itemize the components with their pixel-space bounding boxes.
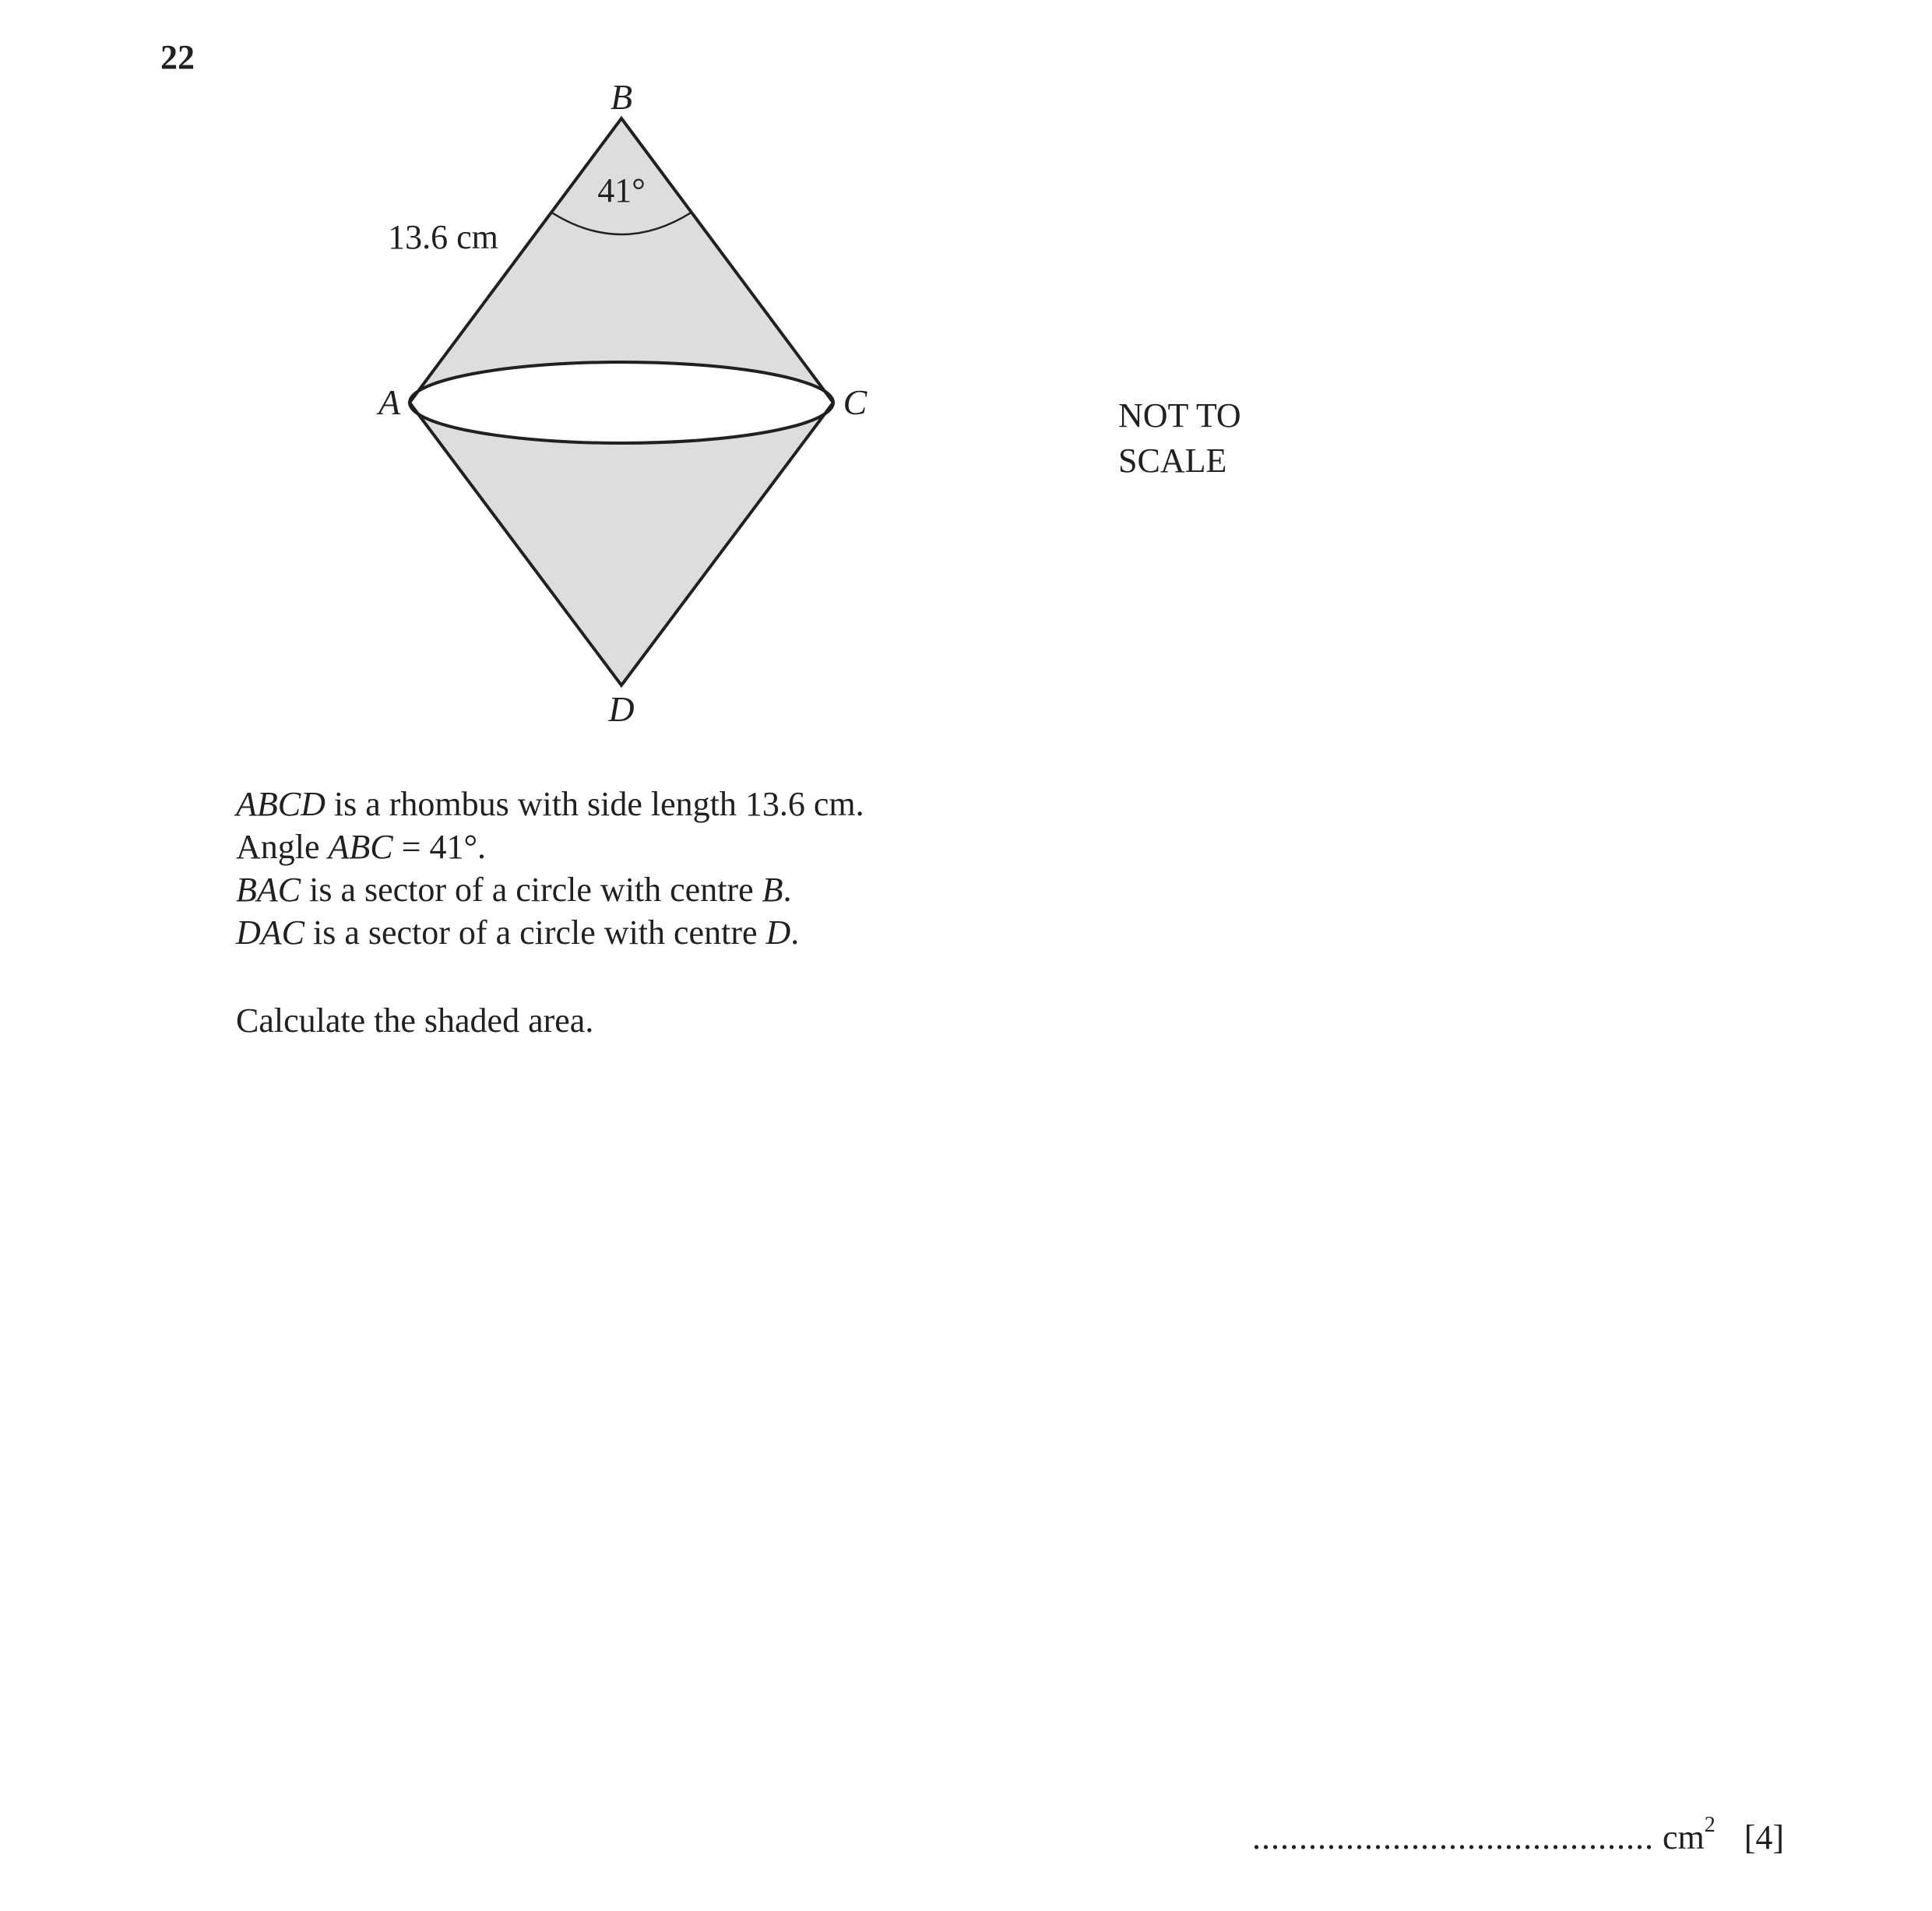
statement-text: Angle	[236, 828, 329, 866]
vertex-label-d: D	[608, 689, 635, 729]
statement-text: is a sector of a circle with centre	[304, 913, 766, 952]
statement-term: ABC	[328, 828, 393, 866]
answer-unit: cm	[1663, 1818, 1705, 1856]
statement-term: DAC	[236, 913, 304, 952]
statement-term: B	[762, 871, 783, 909]
statement-text: .	[790, 913, 800, 952]
task-instruction: Calculate the shaded area.	[236, 1001, 594, 1040]
sector-ellipse	[410, 362, 833, 443]
question-number: 22	[160, 38, 195, 76]
statement-term: BAC	[236, 871, 301, 909]
answer-unit-power: 2	[1704, 1813, 1716, 1838]
answer-dots[interactable]: ...........................................	[1252, 1818, 1654, 1856]
statement-line-4	[236, 911, 864, 954]
statement-text: is a rhombus with side length 13.6 cm.	[325, 785, 864, 823]
statement-term: ABCD	[236, 785, 326, 823]
note-line-2: SCALE	[1118, 442, 1227, 480]
side-length-label: 13.6 cm	[388, 218, 498, 256]
question-statement	[236, 783, 864, 954]
statement-line-3	[236, 868, 864, 911]
note-line-1: NOT TO	[1118, 396, 1241, 435]
vertex-label-c: C	[843, 382, 867, 422]
not-to-scale-note	[1118, 393, 1241, 484]
vertex-label-b: B	[610, 77, 633, 117]
statement-text: .	[783, 871, 792, 909]
answer-line[interactable]	[1252, 1813, 1785, 1857]
statement-text: = 41°.	[392, 828, 487, 866]
marks-label: [4]	[1744, 1818, 1785, 1856]
statement-text: is a sector of a circle with centre	[301, 871, 762, 909]
statement-line-2	[236, 825, 864, 868]
statement-line-1	[236, 783, 864, 825]
vertex-label-a: A	[378, 382, 401, 422]
angle-label: 41°	[597, 171, 646, 209]
statement-term: D	[765, 913, 791, 952]
